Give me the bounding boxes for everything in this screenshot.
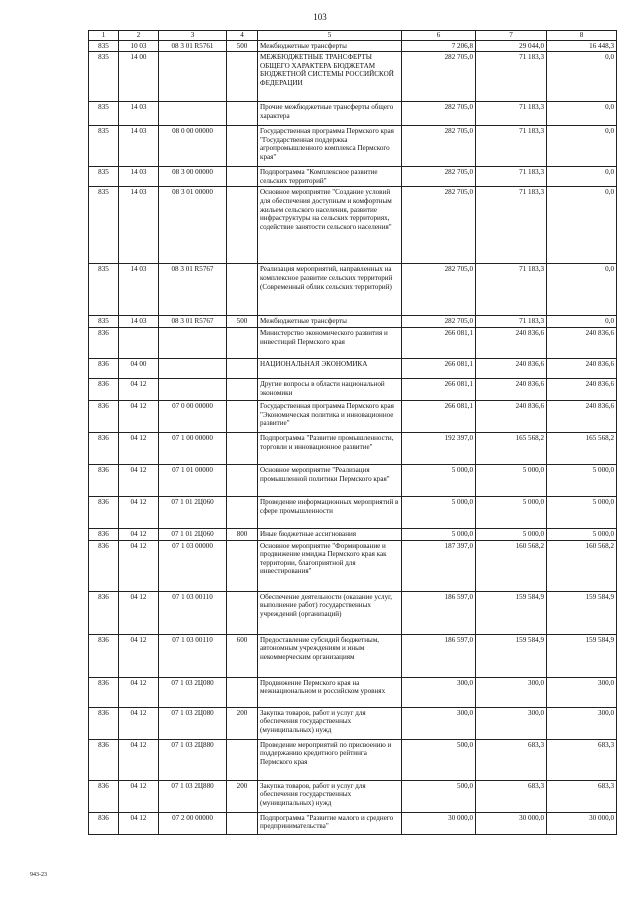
table-row: [89, 167, 617, 187]
amount-col7-cell: 159 584,9: [476, 591, 547, 634]
item-name-cell: Закупка товаров, работ и услуг для обеспечения государственных (муниципальных) нужд: [258, 707, 402, 739]
target-article-cell: 08 3 01 R5761: [159, 40, 227, 52]
table-row: [89, 634, 617, 677]
ministry-code-cell: 835: [89, 316, 119, 328]
target-article-cell: 07 1 03 2Ц880: [159, 739, 227, 780]
section-code-cell: 04 12: [119, 591, 159, 634]
item-name-cell: Государственная программа Пермского края "Государственная поддержка агропромышленного комплекса Пермского края": [258, 126, 402, 167]
ministry-code-cell: 836: [89, 400, 119, 432]
table-row: [89, 52, 617, 102]
item-name-cell: Основное мероприятие "Формирование и продвижение имиджа Пермского края как территории, благоприятной для инвестирования": [258, 540, 402, 591]
expense-type-cell: 800: [227, 528, 258, 540]
table-row: [89, 528, 617, 540]
section-code-cell: 04 12: [119, 400, 159, 432]
expense-type-cell: 500: [227, 316, 258, 328]
expense-type-cell: [227, 167, 258, 187]
amount-col7-cell: 683,3: [476, 780, 547, 812]
section-code-cell: 04 12: [119, 739, 159, 780]
expense-type-cell: [227, 591, 258, 634]
table-row: [89, 540, 617, 591]
ministry-code-cell: 836: [89, 528, 119, 540]
section-code-cell: 14 03: [119, 167, 159, 187]
amount-col6-cell: 30 000,0: [402, 812, 476, 834]
amount-col8-cell: 159 584,9: [547, 634, 617, 677]
item-name-cell: Проведение мероприятий по присвоению и поддержанию кредитного рейтинга Пермского края: [258, 739, 402, 780]
expense-type-cell: [227, 378, 258, 400]
table-row: [89, 464, 617, 496]
expense-type-cell: [227, 432, 258, 464]
amount-col7-cell: 71 183,3: [476, 52, 547, 102]
ministry-code-cell: 836: [89, 358, 119, 378]
expense-type-cell: [227, 496, 258, 528]
item-name-cell: Основное мероприятие "Реализация промышленной политики Пермского края": [258, 464, 402, 496]
side-mark: 943-23: [30, 872, 47, 878]
table-row: [89, 677, 617, 707]
amount-col6-cell: 186 597,0: [402, 591, 476, 634]
ministry-code-cell: 836: [89, 780, 119, 812]
table-row: [89, 102, 617, 126]
expense-type-cell: 500: [227, 40, 258, 52]
target-article-cell: 07 0 00 00000: [159, 400, 227, 432]
amount-col7-cell: 5 000,0: [476, 464, 547, 496]
amount-col7-cell: 71 183,3: [476, 126, 547, 167]
amount-col8-cell: 0,0: [547, 126, 617, 167]
amount-col7-cell: 71 183,3: [476, 187, 547, 264]
item-name-cell: Министерство экономического развития и инвестиций Пермского края: [258, 327, 402, 358]
column-header-1: 1: [89, 31, 119, 41]
amount-col6-cell: 282 705,0: [402, 264, 476, 316]
section-code-cell: 04 12: [119, 812, 159, 834]
item-name-cell: Государственная программа Пермского края "Экономическая политика и инновационное развитие": [258, 400, 402, 432]
expense-type-cell: [227, 126, 258, 167]
amount-col6-cell: 500,0: [402, 780, 476, 812]
amount-col8-cell: 300,0: [547, 677, 617, 707]
item-name-cell: Реализация мероприятий, направленных на комплексное развитие сельских территорий (Современный облик сельских территорий): [258, 264, 402, 316]
target-article-cell: 07 1 00 00000: [159, 432, 227, 464]
column-header-3: 3: [159, 31, 227, 41]
target-article-cell: 07 1 01 00000: [159, 464, 227, 496]
target-article-cell: 07 1 03 2Ц880: [159, 780, 227, 812]
amount-col8-cell: 5 000,0: [547, 464, 617, 496]
amount-col6-cell: 300,0: [402, 677, 476, 707]
column-header-8: 8: [547, 31, 617, 41]
amount-col8-cell: 300,0: [547, 707, 617, 739]
amount-col7-cell: 29 044,0: [476, 40, 547, 52]
amount-col6-cell: 266 081,1: [402, 400, 476, 432]
table-row: [89, 496, 617, 528]
section-code-cell: 14 03: [119, 102, 159, 126]
target-article-cell: 07 2 00 00000: [159, 812, 227, 834]
amount-col6-cell: 5 000,0: [402, 464, 476, 496]
target-article-cell: [159, 378, 227, 400]
section-code-cell: 14 03: [119, 126, 159, 167]
amount-col6-cell: 5 000,0: [402, 528, 476, 540]
amount-col8-cell: 160 568,2: [547, 540, 617, 591]
ministry-code-cell: 836: [89, 677, 119, 707]
section-code-cell: 04 12: [119, 707, 159, 739]
ministry-code-cell: 835: [89, 52, 119, 102]
amount-col6-cell: 282 705,0: [402, 167, 476, 187]
amount-col6-cell: 7 206,8: [402, 40, 476, 52]
expense-type-cell: [227, 327, 258, 358]
ministry-code-cell: 835: [89, 167, 119, 187]
target-article-cell: [159, 327, 227, 358]
amount-col7-cell: 240 836,6: [476, 378, 547, 400]
item-name-cell: Обеспечение деятельности (оказание услуг, выполнение работ) государственных учреждений (организаций): [258, 591, 402, 634]
section-code-cell: 14 00: [119, 52, 159, 102]
item-name-cell: Межбюджетные трансферты: [258, 316, 402, 328]
item-name-cell: Прочие межбюджетные трансферты общего характера: [258, 102, 402, 126]
budget-table: [88, 30, 617, 835]
amount-col8-cell: 0,0: [547, 187, 617, 264]
amount-col6-cell: 282 705,0: [402, 187, 476, 264]
amount-col7-cell: 240 836,6: [476, 400, 547, 432]
expense-type-cell: [227, 400, 258, 432]
section-code-cell: 14 03: [119, 264, 159, 316]
column-number-row: [89, 31, 617, 41]
ministry-code-cell: 836: [89, 812, 119, 834]
amount-col8-cell: 0,0: [547, 316, 617, 328]
item-name-cell: Подпрограмма "Развитие малого и среднего предпринимательства": [258, 812, 402, 834]
item-name-cell: Проведение информационных мероприятий в сфере промышленности: [258, 496, 402, 528]
table-row: [89, 432, 617, 464]
item-name-cell: Подпрограмма "Комплексное развитие сельских территорий": [258, 167, 402, 187]
amount-col6-cell: 282 705,0: [402, 316, 476, 328]
target-article-cell: [159, 52, 227, 102]
target-article-cell: 08 3 00 00000: [159, 167, 227, 187]
item-name-cell: НАЦИОНАЛЬНАЯ ЭКОНОМИКА: [258, 358, 402, 378]
amount-col8-cell: 5 000,0: [547, 528, 617, 540]
amount-col7-cell: 71 183,3: [476, 264, 547, 316]
table-row: [89, 400, 617, 432]
amount-col8-cell: 30 000,0: [547, 812, 617, 834]
section-code-cell: 04 12: [119, 496, 159, 528]
amount-col8-cell: 0,0: [547, 102, 617, 126]
ministry-code-cell: 836: [89, 327, 119, 358]
expense-type-cell: [227, 187, 258, 264]
section-code-cell: 14 03: [119, 316, 159, 328]
expense-type-cell: 200: [227, 707, 258, 739]
amount-col7-cell: 160 568,2: [476, 540, 547, 591]
table-row: [89, 264, 617, 316]
amount-col7-cell: 240 836,6: [476, 327, 547, 358]
amount-col6-cell: 186 597,0: [402, 634, 476, 677]
target-article-cell: 07 1 01 2Ц060: [159, 528, 227, 540]
target-article-cell: 08 3 01 00000: [159, 187, 227, 264]
expense-type-cell: [227, 264, 258, 316]
column-header-5: 5: [258, 31, 402, 41]
section-code-cell: 04 12: [119, 378, 159, 400]
amount-col7-cell: 30 000,0: [476, 812, 547, 834]
amount-col8-cell: 683,3: [547, 780, 617, 812]
section-code-cell: 04 12: [119, 528, 159, 540]
ministry-code-cell: 836: [89, 591, 119, 634]
amount-col8-cell: 240 836,6: [547, 400, 617, 432]
ministry-code-cell: 835: [89, 40, 119, 52]
expense-type-cell: [227, 677, 258, 707]
ministry-code-cell: 835: [89, 187, 119, 264]
amount-col8-cell: 5 000,0: [547, 496, 617, 528]
table-row: [89, 327, 617, 358]
section-code-cell: 10 03: [119, 40, 159, 52]
expense-type-cell: [227, 812, 258, 834]
amount-col6-cell: 266 081,1: [402, 378, 476, 400]
table-row: [89, 358, 617, 378]
section-code-cell: [119, 327, 159, 358]
target-article-cell: 07 1 03 2Ц080: [159, 707, 227, 739]
ministry-code-cell: 836: [89, 707, 119, 739]
section-code-cell: 04 12: [119, 780, 159, 812]
section-code-cell: 04 12: [119, 634, 159, 677]
item-name-cell: Закупка товаров, работ и услуг для обеспечения государственных (муниципальных) нужд: [258, 780, 402, 812]
table-row: [89, 812, 617, 834]
target-article-cell: 07 1 03 00110: [159, 634, 227, 677]
column-header-4: 4: [227, 31, 258, 41]
amount-col8-cell: 240 836,6: [547, 378, 617, 400]
table-row: [89, 739, 617, 780]
table-row: [89, 707, 617, 739]
ministry-code-cell: 835: [89, 102, 119, 126]
target-article-cell: [159, 102, 227, 126]
ministry-code-cell: 836: [89, 496, 119, 528]
item-name-cell: Основное мероприятие "Создание условий для обеспечения доступным и комфортным жильем сельского населения, развитие инфраструктуры на сельских территориях, содействие занятости сельского населения": [258, 187, 402, 264]
item-name-cell: Межбюджетные трансферты: [258, 40, 402, 52]
amount-col6-cell: 266 081,1: [402, 358, 476, 378]
amount-col7-cell: 5 000,0: [476, 496, 547, 528]
amount-col7-cell: 5 000,0: [476, 528, 547, 540]
budget-table-container: [88, 30, 616, 835]
amount-col7-cell: 300,0: [476, 707, 547, 739]
item-name-cell: Подпрограмма "Развитие промышленности, торговли и инновационное развитие": [258, 432, 402, 464]
target-article-cell: 08 0 00 00000: [159, 126, 227, 167]
amount-col6-cell: 192 397,0: [402, 432, 476, 464]
amount-col6-cell: 300,0: [402, 707, 476, 739]
table-row: [89, 40, 617, 52]
section-code-cell: 04 12: [119, 540, 159, 591]
amount-col8-cell: 16 448,3: [547, 40, 617, 52]
ministry-code-cell: 836: [89, 378, 119, 400]
expense-type-cell: [227, 358, 258, 378]
section-code-cell: 04 00: [119, 358, 159, 378]
ministry-code-cell: 836: [89, 540, 119, 591]
item-name-cell: Продвижение Пермского края на межнациональном и российском уровнях: [258, 677, 402, 707]
amount-col8-cell: 159 584,9: [547, 591, 617, 634]
expense-type-cell: [227, 464, 258, 496]
expense-type-cell: [227, 739, 258, 780]
ministry-code-cell: 836: [89, 464, 119, 496]
column-header-2: 2: [119, 31, 159, 41]
item-name-cell: Иные бюджетные ассигнования: [258, 528, 402, 540]
ministry-code-cell: 836: [89, 634, 119, 677]
expense-type-cell: 200: [227, 780, 258, 812]
amount-col8-cell: 0,0: [547, 52, 617, 102]
target-article-cell: 07 1 03 00000: [159, 540, 227, 591]
ministry-code-cell: 836: [89, 739, 119, 780]
amount-col8-cell: 240 836,6: [547, 358, 617, 378]
amount-col7-cell: 165 568,2: [476, 432, 547, 464]
ministry-code-cell: 835: [89, 126, 119, 167]
expense-type-cell: 600: [227, 634, 258, 677]
section-code-cell: 04 12: [119, 432, 159, 464]
table-row: [89, 780, 617, 812]
amount-col7-cell: 300,0: [476, 677, 547, 707]
amount-col6-cell: 282 705,0: [402, 126, 476, 167]
amount-col8-cell: 0,0: [547, 264, 617, 316]
amount-col8-cell: 165 568,2: [547, 432, 617, 464]
amount-col7-cell: 71 183,3: [476, 167, 547, 187]
target-article-cell: 07 1 03 00110: [159, 591, 227, 634]
amount-col6-cell: 266 081,1: [402, 327, 476, 358]
table-row: [89, 316, 617, 328]
target-article-cell: 07 1 03 2Ц080: [159, 677, 227, 707]
target-article-cell: 07 1 01 2Ц060: [159, 496, 227, 528]
amount-col7-cell: 683,3: [476, 739, 547, 780]
table-row: [89, 378, 617, 400]
ministry-code-cell: 835: [89, 264, 119, 316]
item-name-cell: Предоставление субсидий бюджетным, автономным учреждениям и иным некоммерческим организациям: [258, 634, 402, 677]
expense-type-cell: [227, 52, 258, 102]
amount-col8-cell: 240 836,6: [547, 327, 617, 358]
amount-col7-cell: 71 183,3: [476, 316, 547, 328]
section-code-cell: 04 12: [119, 464, 159, 496]
table-row: [89, 187, 617, 264]
section-code-cell: 04 12: [119, 677, 159, 707]
amount-col6-cell: 282 705,0: [402, 52, 476, 102]
expense-type-cell: [227, 102, 258, 126]
section-code-cell: 14 03: [119, 187, 159, 264]
table-row: [89, 126, 617, 167]
amount-col7-cell: 240 836,6: [476, 358, 547, 378]
amount-col8-cell: 683,3: [547, 739, 617, 780]
table-row: [89, 591, 617, 634]
amount-col6-cell: 282 705,0: [402, 102, 476, 126]
expense-type-cell: [227, 540, 258, 591]
column-header-7: 7: [476, 31, 547, 41]
target-article-cell: [159, 358, 227, 378]
item-name-cell: Другие вопросы в области национальной экономики: [258, 378, 402, 400]
page-number: 103: [313, 12, 327, 22]
item-name-cell: МЕЖБЮДЖЕТНЫЕ ТРАНСФЕРТЫ ОБЩЕГО ХАРАКТЕРА БЮДЖЕТАМ БЮДЖЕТНОЙ СИСТЕМЫ РОССИЙСКОЙ ФЕДЕРАЦИИ: [258, 52, 402, 102]
amount-col7-cell: 71 183,3: [476, 102, 547, 126]
amount-col6-cell: 187 397,0: [402, 540, 476, 591]
amount-col7-cell: 159 584,9: [476, 634, 547, 677]
target-article-cell: 08 3 01 R5767: [159, 264, 227, 316]
amount-col8-cell: 0,0: [547, 167, 617, 187]
target-article-cell: 08 3 01 R5767: [159, 316, 227, 328]
amount-col6-cell: 5 000,0: [402, 496, 476, 528]
column-header-6: 6: [402, 31, 476, 41]
table-body: [89, 40, 617, 834]
ministry-code-cell: 836: [89, 432, 119, 464]
amount-col6-cell: 500,0: [402, 739, 476, 780]
